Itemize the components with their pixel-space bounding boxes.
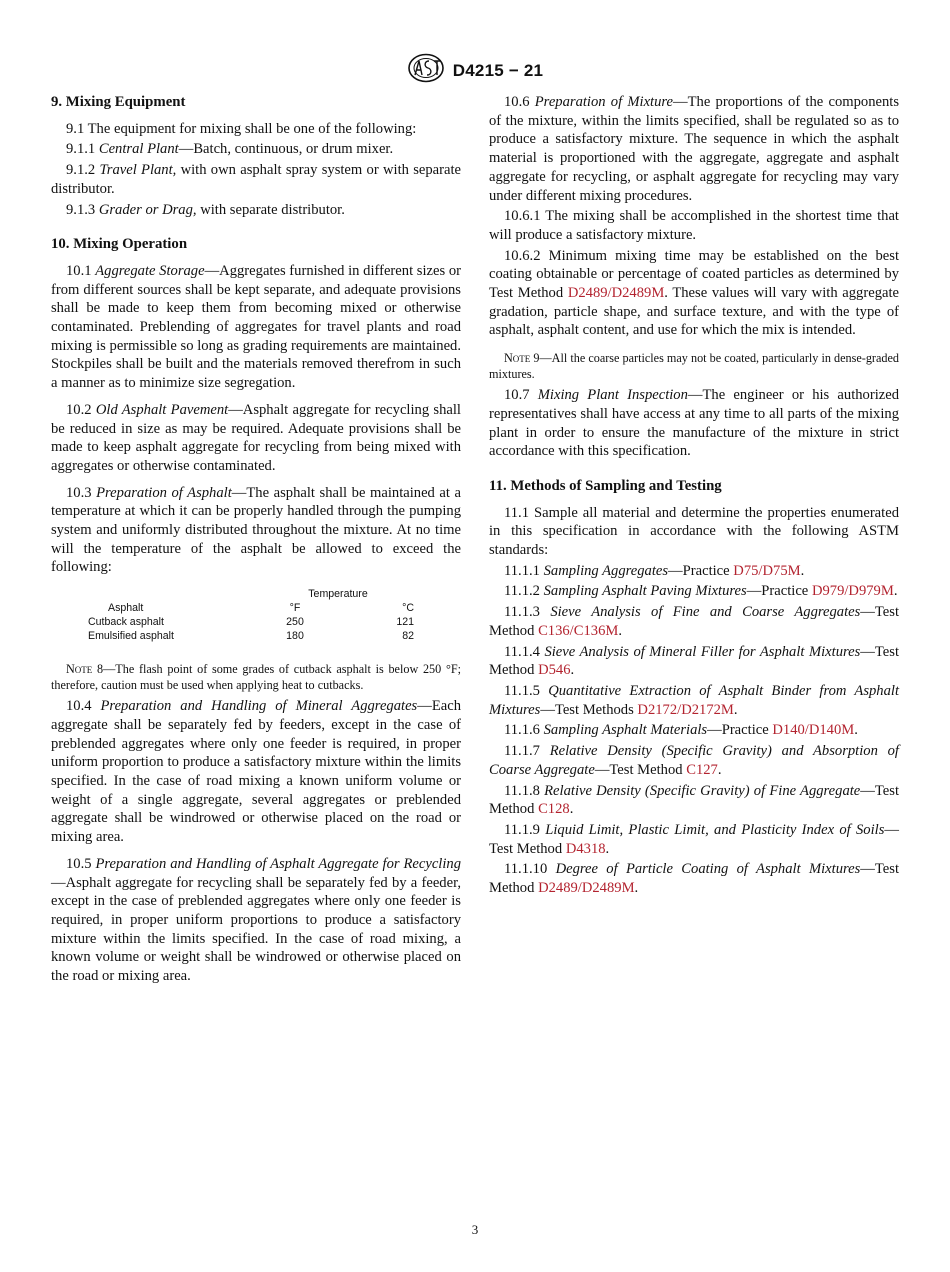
paragraph-9-1-3: 9.1.3 Grader or Drag, with separate distributor. [66, 201, 345, 218]
list-item: 11.1.9 Liquid Limit, Plastic Limit, and Plasticity Index of Soils—Test Method D4318. [489, 821, 899, 857]
reference-link[interactable]: D546 [538, 662, 571, 679]
reference-link[interactable]: D979/D979M [811, 583, 894, 600]
paragraph-9-1: 9.1 The equipment for mixing shall be one of the following: [66, 120, 417, 137]
paragraph-10-6-1: 10.6.1 The mixing shall be accomplished in the shortest time that will produce a satisfactory mixture. [489, 208, 899, 243]
reference-link[interactable]: D2489/D2489M [538, 880, 635, 897]
reference-link[interactable]: D75/D75M [733, 562, 801, 579]
paragraph-10-2: 10.2 Old Asphalt Pavement—Asphalt aggregate for recycling shall be reduced in size as may be required. Adequate provisions shall be made to keep asphalt aggregate for recycling from being mixed with aggregates or otherwise contaminated. [51, 401, 461, 474]
list-item: 11.1.1 Sampling Aggregates—Practice D75/D75M. [504, 562, 805, 579]
left-column [51, 93, 461, 988]
list-item: 11.1.8 Relative Density (Specific Gravity) of Fine Aggregate—Test Method C128. [489, 782, 899, 818]
page-number: 3 [471, 1222, 479, 1237]
table-header-asphalt: Asphalt [108, 602, 144, 615]
standards-list [489, 562, 899, 898]
paragraph-10-3: 10.3 Preparation of Asphalt—The asphalt shall be maintained at a temperature at which it can be properly handled through the pumping system and uniformly distributed throughout the mixture. At no time will the temperature of the asphalt be allowed to exceed the following: [51, 484, 462, 576]
temperature-table [88, 587, 416, 643]
reference-link[interactable]: C136/C136M [538, 622, 619, 639]
table-group-header: Temperature [308, 588, 368, 601]
paragraph-9-1-2: 9.1.2 Travel Plant, with own asphalt spray system or with separate distributor. [51, 162, 461, 197]
table-row: Emulsified asphalt 180 82 [88, 630, 414, 643]
paragraph-9-1-1: 9.1.1 Central Plant—Batch, continuous, or drum mixer. [66, 141, 394, 158]
paragraph-11-1: 11.1 Sample all material and determine the properties enumerated in this specification in accordance with the following ASTM standards: [489, 504, 899, 559]
reference-link[interactable]: C128 [538, 801, 570, 818]
reference-link[interactable]: C127 [686, 761, 718, 778]
paragraph-10-7: 10.7 Mixing Plant Inspection—The engineer or his authorized representatives shall have access at any time to all parts of the mixing plant in order to ensure the manufacture of the mixture in strict accordance with this specification. [489, 387, 900, 460]
table-header-fahrenheit: °F [289, 602, 301, 615]
list-item: 11.1.7 Relative Density (Specific Gravity) and Absorption of Coarse Aggregate—Test Method C127. [489, 743, 899, 778]
reference-link[interactable]: D2172/D2172M [637, 701, 734, 718]
section-heading: 9. Mixing Equipment [51, 94, 186, 110]
astm-logo-icon [407, 53, 445, 88]
list-item: 11.1.5 Quantitative Extraction of Asphalt Binder from Asphalt Mixtures—Test Methods D2172/D2172M. [489, 682, 899, 718]
page-header [0, 53, 950, 87]
table-header-celsius: °C [402, 602, 414, 615]
note-9: Note 9—All the coarse particles may not be coated, particularly in dense-graded mixtures. [489, 351, 899, 382]
document-id: D4215 − 21 [452, 60, 544, 80]
list-item: 11.1.10 Degree of Particle Coating of Asphalt Mixtures—Test Method D2489/D2489M. [489, 861, 899, 897]
paragraph-10-1: 10.1 Aggregate Storage—Aggregates furnished in different sizes or from different sources shall be kept separate, and adequate provisions shall be made to keep them from becoming mixed or otherwise contaminated. Preblending of aggregates for travel plants and road mixing is permissible so long as grading requirements are maintained. Stockpiles shall be built and the materials removed therefrom in such a manner as to minimize size segregation. [51, 262, 462, 392]
reference-link[interactable]: D4318 [565, 840, 606, 857]
reference-link[interactable]: D140/D140M [772, 722, 855, 739]
table-row: Cutback asphalt 250 121 [88, 616, 414, 629]
paragraph-10-6: 10.6 Preparation of Mixture—The proportions of the components of the mixture, within the limits specified, shall be regulated so as to produce a satisfactory mixture. The sequence in which the asphalt material is proportioned with the aggregate, aggregate and asphalt aggregate for recycling, or asphalt aggregate for recycling may vary under different mixing procedures. [489, 94, 900, 204]
list-item: 11.1.6 Sampling Asphalt Materials—Practice D140/D140M. [504, 722, 858, 739]
list-item: 11.1.2 Sampling Asphalt Paving Mixtures—Practice D979/D979M. [504, 583, 898, 600]
paragraph-10-5: 10.5 Preparation and Handling of Asphalt Aggregate for Recycling—Asphalt aggregate for recycling shall be separately fed by a feeder, except in the case of preblended aggregates where only one feeder is required, in proper uniform proportions to produce a satisfactory mixture within the limits specified. In the case of road mixing, a known volume or weight shall be windrowed or otherwise placed on the road or mixing area. [51, 855, 461, 985]
right-column [489, 93, 899, 900]
paragraph-10-6-2: 10.6.2 Minimum mixing time may be established on the best coating obtainable or percentage of coated particles as determined by Test Method D2489/D2489M. These values will vary with aggregate gradation, particle shape, and surface texture, and with the type of asphalt, asphalt content, and use for which the mix is intended. [489, 247, 899, 339]
list-item: 11.1.3 Sieve Analysis of Fine and Coarse Aggregates—Test Method C136/C136M. [489, 604, 899, 639]
reference-link[interactable]: D2489/D2489M [567, 285, 665, 302]
section-heading: 10. Mixing Operation [51, 236, 188, 253]
paragraph-10-4: 10.4 Preparation and Handling of Mineral Aggregates—Each aggregate shall be separately fed by feeders, except in the case of preblended aggregates where only one feeder is required, in proper uniform proportion to produce a satisfactory mixture within the limits specified. In the case of road mixing a known uniform volume or weight of a single aggregate, several aggregates or preblended aggregate shall be windrowed or otherwise placed on the road or mixing area. [51, 698, 461, 846]
note-8: Note 8—The flash point of some grades of cutback asphalt is below 250 °F; therefore, caution must be used when applying heat to cutbacks. [51, 662, 461, 693]
list-item: 11.1.4 Sieve Analysis of Mineral Filler for Asphalt Mixtures—Test Method D546. [489, 643, 899, 679]
section-heading: 11. Methods of Sampling and Testing [489, 477, 722, 494]
